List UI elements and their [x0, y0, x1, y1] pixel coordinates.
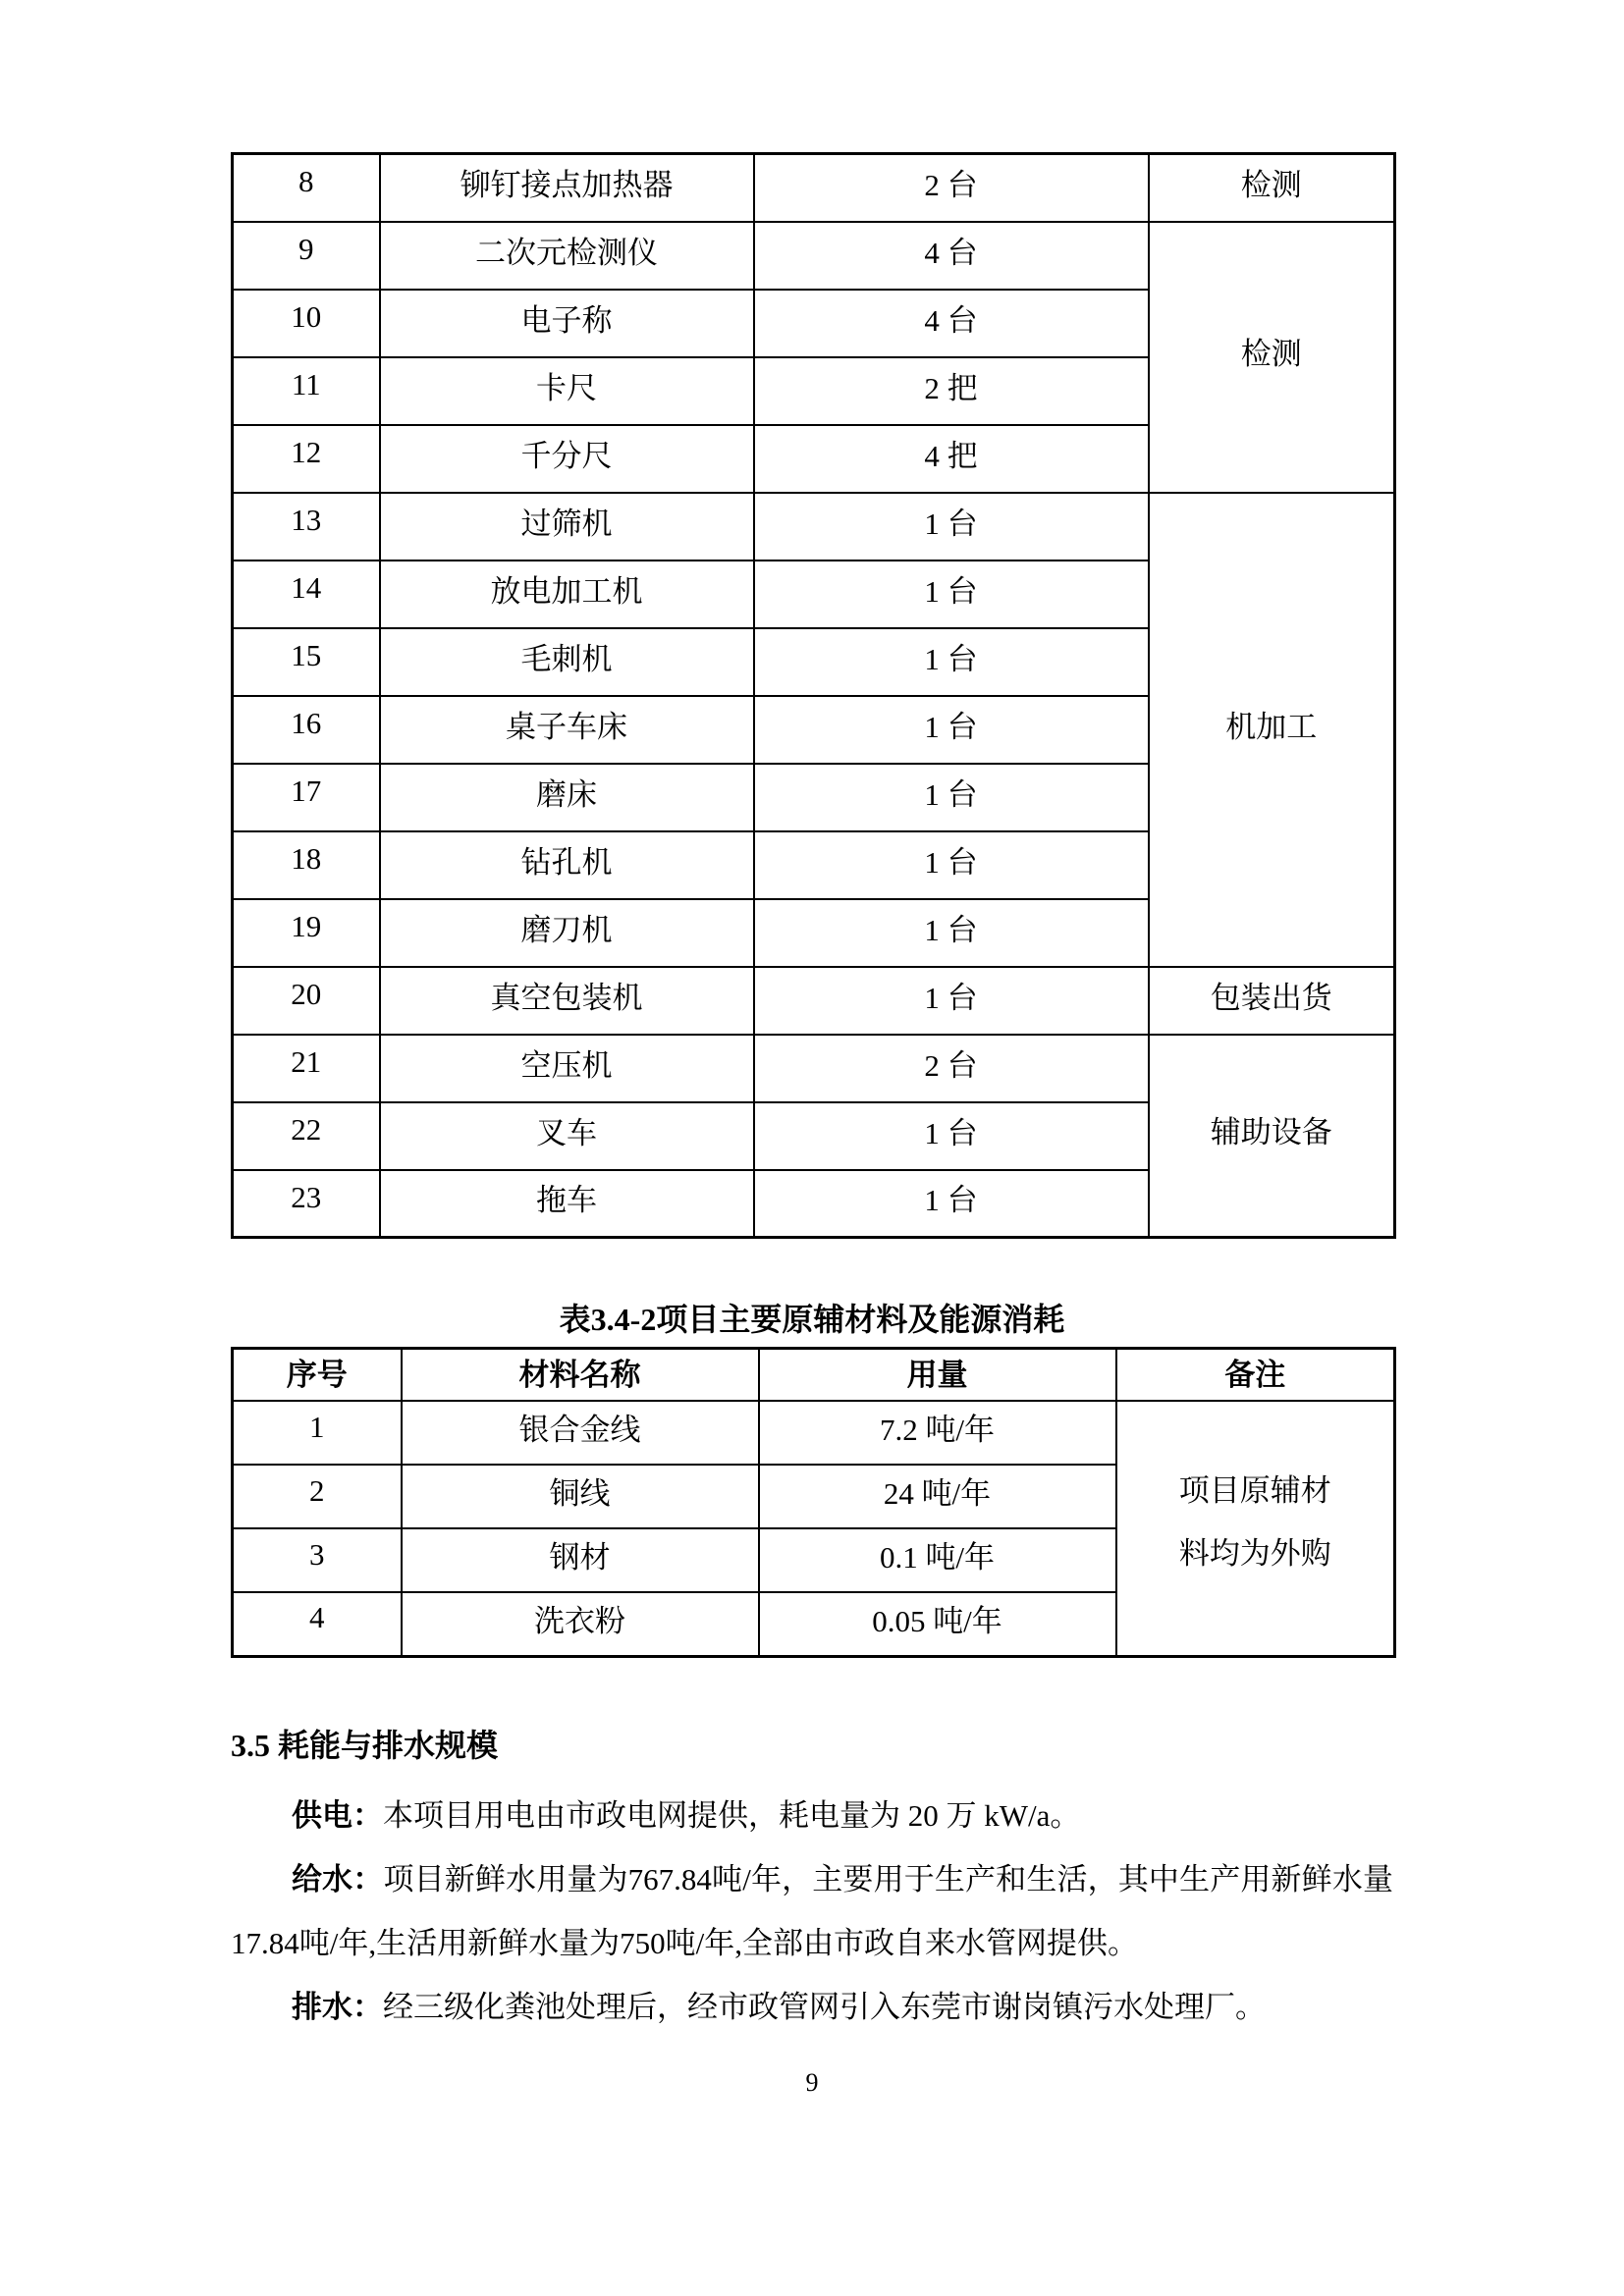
equipment-no-cell: 9	[233, 222, 380, 290]
equipment-no-cell: 19	[233, 899, 380, 967]
equipment-no-cell: 22	[233, 1102, 380, 1170]
equipment-qty-cell: 2 台	[754, 154, 1149, 222]
equipment-qty-cell: 2 把	[754, 357, 1149, 425]
equipment-name-cell: 过筛机	[380, 493, 754, 561]
equipment-qty-cell: 1 台	[754, 1102, 1149, 1170]
paragraph-lead: 给水：	[292, 1861, 384, 1896]
equipment-no-cell: 11	[233, 357, 380, 425]
equipment-no-cell: 20	[233, 967, 380, 1035]
equipment-name-cell: 千分尺	[380, 425, 754, 493]
equipment-qty-cell: 1 台	[754, 493, 1149, 561]
paragraph-text: 本项目用电由市政电网提供，耗电量为 20 万 kW/a。	[383, 1797, 1081, 1833]
material-no-cell: 3	[233, 1528, 402, 1592]
remark-cell: 包装出货	[1149, 967, 1395, 1035]
table-row	[233, 967, 1395, 1035]
equipment-qty-cell: 1 台	[754, 831, 1149, 899]
equipment-qty-cell: 1 台	[754, 967, 1149, 1035]
equipment-name-cell: 磨刀机	[380, 899, 754, 967]
equipment-no-cell: 18	[233, 831, 380, 899]
header-remark: 备注	[1116, 1349, 1395, 1402]
material-no-cell: 1	[233, 1401, 402, 1465]
equipment-name-cell: 放电加工机	[380, 561, 754, 628]
equipment-name-cell: 电子称	[380, 290, 754, 357]
material-no-cell: 2	[233, 1465, 402, 1528]
equipment-qty-cell: 1 台	[754, 899, 1149, 967]
materials-table	[231, 1347, 1396, 1658]
equipment-name-cell: 真空包装机	[380, 967, 754, 1035]
equipment-no-cell: 8	[233, 154, 380, 222]
equipment-name-cell: 磨床	[380, 764, 754, 831]
equipment-table	[231, 152, 1396, 1239]
section-3-5-body	[231, 1784, 1393, 2039]
header-usage: 用量	[759, 1349, 1116, 1402]
equipment-no-cell: 12	[233, 425, 380, 493]
equipment-name-cell: 铆钉接点加热器	[380, 154, 754, 222]
equipment-no-cell: 13	[233, 493, 380, 561]
equipment-no-cell: 16	[233, 696, 380, 764]
equipment-qty-cell: 1 台	[754, 764, 1149, 831]
equipment-qty-cell: 4 台	[754, 290, 1149, 357]
material-usage-cell: 24 吨/年	[759, 1465, 1116, 1528]
equipment-qty-cell: 1 台	[754, 696, 1149, 764]
equipment-no-cell: 17	[233, 764, 380, 831]
equipment-no-cell: 10	[233, 290, 380, 357]
material-usage-cell: 0.1 吨/年	[759, 1528, 1116, 1592]
material-usage-cell: 0.05 吨/年	[759, 1592, 1116, 1656]
material-name-cell: 钢材	[402, 1528, 759, 1592]
equipment-name-cell: 二次元检测仪	[380, 222, 754, 290]
page-number: 9	[805, 2068, 819, 2097]
paragraph-lead: 供电：	[292, 1797, 383, 1833]
table-3-4-2-caption: 表3.4-2项目主要原辅材料及能源消耗	[559, 1302, 1065, 1337]
paragraph-lead: 排水：	[292, 1989, 383, 2024]
equipment-qty-cell: 1 台	[754, 561, 1149, 628]
table-row	[233, 1401, 1395, 1465]
equipment-qty-cell: 1 台	[754, 1170, 1149, 1238]
equipment-qty-cell: 4 台	[754, 222, 1149, 290]
water-supply-paragraph	[231, 1847, 1393, 1975]
equipment-name-cell: 毛刺机	[380, 628, 754, 696]
drainage-paragraph	[231, 1975, 1393, 2039]
table-row	[233, 222, 1395, 290]
table-row	[233, 1035, 1395, 1102]
header-material-name: 材料名称	[402, 1349, 759, 1402]
remark-cell: 检测	[1149, 222, 1395, 493]
remark-cell: 检测	[1149, 154, 1395, 222]
equipment-qty-cell: 4 把	[754, 425, 1149, 493]
equipment-name-cell: 卡尺	[380, 357, 754, 425]
equipment-name-cell: 桌子车床	[380, 696, 754, 764]
equipment-name-cell: 空压机	[380, 1035, 754, 1102]
material-usage-cell: 7.2 吨/年	[759, 1401, 1116, 1465]
remark-cell	[1116, 1401, 1395, 1656]
remark-cell: 机加工	[1149, 493, 1395, 967]
material-no-cell: 4	[233, 1592, 402, 1656]
equipment-qty-cell: 2 台	[754, 1035, 1149, 1102]
equipment-no-cell: 21	[233, 1035, 380, 1102]
material-name-cell: 洗衣粉	[402, 1592, 759, 1656]
equipment-name-cell: 钻孔机	[380, 831, 754, 899]
power-supply-paragraph	[231, 1784, 1393, 1847]
table-row	[233, 493, 1395, 561]
equipment-qty-cell: 1 台	[754, 628, 1149, 696]
paragraph-text: 项目新鲜水用量为767.84吨/年，主要用于生产和生活，其中生产用新鲜水量17.84吨/年,生活用新鲜水量为750吨/年,全部由市政自来水管网提供。	[231, 1861, 1393, 1960]
material-name-cell: 银合金线	[402, 1401, 759, 1465]
paragraph-text: 经三级化粪池处理后，经市政管网引入东莞市谢岗镇污水处理厂。	[383, 1989, 1266, 2024]
material-name-cell: 铜线	[402, 1465, 759, 1528]
table-row	[233, 154, 1395, 222]
equipment-name-cell: 叉车	[380, 1102, 754, 1170]
remark-text: 项目原辅材料均为外购	[1178, 1473, 1331, 1571]
table-header-row	[233, 1349, 1395, 1402]
equipment-no-cell: 14	[233, 561, 380, 628]
equipment-name-cell: 拖车	[380, 1170, 754, 1238]
section-3-5-heading: 3.5 耗能与排水规模	[231, 1727, 499, 1763]
header-no: 序号	[233, 1349, 402, 1402]
equipment-no-cell: 23	[233, 1170, 380, 1238]
remark-cell: 辅助设备	[1149, 1035, 1395, 1238]
equipment-no-cell: 15	[233, 628, 380, 696]
